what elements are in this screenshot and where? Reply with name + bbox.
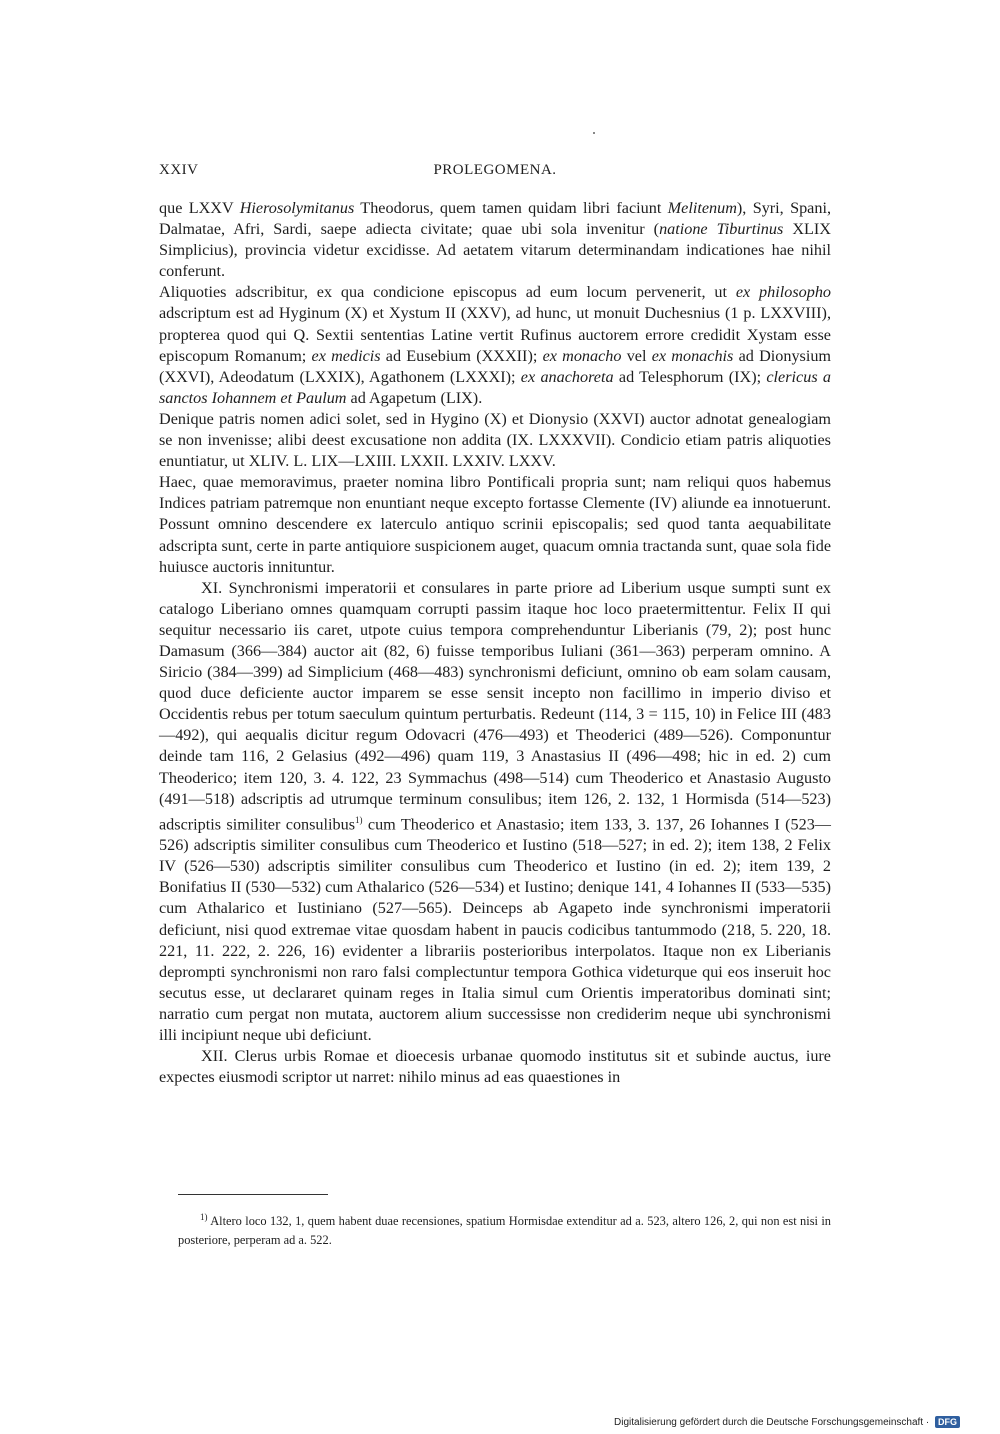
text-run: Denique patris nomen adici solet, sed in Hygino (X) et Dionysio (XXVI) auctor adnotat genealogiam se non invenisse; alibi deest excusatione non addita (IX. LXXXVII). Condicio etiam patris aliquoties enuntiatur, ut XLIV. L. LIX—LXIII. LXXII. LXXIV. LXXV. (159, 409, 831, 471)
italic-term: ex anachoreta (520, 367, 614, 386)
text-run: Haec, quae memoravimus, praeter nomina libro Pontificali propria sunt; nam reliqui quos habemus Indices patriam patremque non enuntiant neque excepto fortasse Clemente (IV) aliunde ea innotuerunt. Possunt omnino descendere ex laterculo antiquo scrinii episcopalis; sed quod tanta aequabilitate adscripta sunt, certe in parte antiquiore suspicionem auget, quacum omnia tractanda sunt, quae sola fide huiusce auctoris innituntur. (159, 473, 832, 576)
running-title: PROLEGOMENA. (433, 162, 557, 178)
paragraph (159, 282, 831, 409)
italic-term: ex philosopho (735, 283, 832, 302)
text-run: Theodorus, quem tamen quidam libri faciunt (354, 199, 668, 217)
page-number: XXIV (159, 162, 199, 178)
text-run: Aliquoties adscribitur, ex qua condicione episcopus ad eum locum pervenerit, ut (159, 283, 736, 302)
footnote (178, 1208, 831, 1250)
text-run: ), Syri, Spani, Dalmatae, Afri, Sardi, saepe adiecta civitate; quae ubi sola invenitur ( (159, 199, 831, 239)
paragraph (159, 578, 831, 1046)
paragraph (159, 409, 831, 472)
page-speck (593, 132, 595, 134)
footnote-divider (178, 1194, 328, 1195)
dfg-logo: DFG (935, 1416, 960, 1428)
text-run: ad Eusebium (XXXII); (380, 346, 543, 365)
footnote-mark: 1) (200, 1212, 208, 1222)
paragraph (159, 1046, 831, 1088)
paragraph (159, 198, 831, 282)
italic-term: natione Tiburtinus (659, 220, 784, 239)
italic-term: clericus a sanctos Iohannem et Paulum (159, 367, 831, 407)
text-run: XII. Clerus urbis Romae et dioecesis urbanae quomodo institutus sit et subinde auctus, iure expectes eiusmodi scriptor ut narret: nihilo minus ad eas quaestiones in (159, 1047, 831, 1087)
footnote-text: Altero loco 132, 1, quem habent duae recensiones, spatium Hormisdae extenditur ad a. 523, altero 126, 2, qui non est nisi in posteriore, perperam ad a. 522. (178, 1214, 831, 1248)
body-text (159, 198, 831, 1088)
text-run: ad Dionysium (XXVI), Adeodatum (LXXIX), Agathonem (LXXXI); (159, 346, 832, 386)
digitization-credit (614, 1416, 960, 1428)
italic-term: Hierosolymitanus (239, 199, 355, 217)
text-run: ad Agapetum (LIX). (346, 388, 483, 407)
text-run: XI. Synchronismi imperatorii et consulares in parte priore ad Liberium usque sumpti sunt ex catalogo Liberiano omnes quamquam corrupti passim itaque hoc loco praetermittentur. Felix II qui sequitur necessario iis caret, utpote cuius tempora comprehenduntur Liberianis (79, 2); post hunc Damasum (366—384) auctor ait (82, 6) fuisse temporibus Iuliani (361—363) perperam omnino. A Siricio (384—399) ad Simplicium (468—483) synchronismi deficiunt, omnino ob eam solam causam, quod duce deficiente auctor imparem se esse sensit incepto non facillimo in imperio diviso et Occidentis rebus per totum saeculum quintum perturbatis. Redeunt (114, 3 = 115, 10) in Felice III (483—492), qui aequalis dicitur regum Odovacri (476—493) et Theoderici (489—526). Componuntur deinde tam 116, 2 Gelasius (492—496) quam 119, 3 Anastasius II (496—498; hic in ed. 2) cum Theoderico; item 120, 3. 4. 122, 23 Symmachus (498—514) cum Theoderico et Anastasio Augusto (491—518) adscriptis ad utrumque terminum consulibus; item 126, 2. 132, 1 Hormisda (514—523) adscriptis similiter consulibus (159, 578, 831, 834)
paragraph (159, 472, 831, 577)
italic-term: ex monacho (542, 346, 622, 365)
italic-term: Melitenum (667, 199, 737, 217)
italic-term: ex medicis (311, 346, 381, 365)
text-run: ad Telesphorum (IX); (613, 367, 767, 386)
page-header (159, 162, 831, 186)
footnote-reference: 1) (355, 814, 363, 825)
text-run: vel (621, 346, 652, 365)
text-run: XLIX Simplicius), provincia videtur excidisse. Ad aetatem vitarum determinandam indicationes hae nihil conferunt. (159, 220, 831, 281)
text-run: que LXXV (159, 199, 240, 217)
credit-text: Digitalisierung gefördert durch die Deutsche Forschungsgemeinschaft · (614, 1417, 930, 1428)
italic-term: ex monachis (651, 346, 734, 365)
text-run: adscriptum est ad Hyginum (X) et Xystum II (XXV), ad hunc, ut monuit Duchesnius (1 p. LXXVIII), propterea quod qui Q. Sextii sententias Latine vertit Rufinus auctorem errore credidit Xystam esse episcopum Romanum; (159, 304, 831, 365)
text-run: cum Theoderico et Anastasio; item 133, 3. 137, 26 Iohannes I (523—526) adscriptis similiter consulibus cum Theoderico et Iustino (518—527; in ed. 2); item 138, 2 Felix IV (526—530) adscriptis similiter consulibus cum Theoderico et Iustino (in ed. 2); item 139, 2 Bonifatius II (530—532) cum Athalarico (526—534) et Iustino; denique 141, 4 Iohannes II (533—535) cum Athalarico et Iustiniano (527—565). Deinceps ab Agapeto inde synchronismi imperatorii deficiunt, nisi quod extremae vitae quosdam habent in paucis codicibus tantummodo (218, 5. 220, 18. 221, 11. 222, 2. 226, 16) evidenter a librariis posterioribus interpolatos. Itaque non ex Liberianis deprompti synchronismi non raro falsi complectuntur tempora Gothica videturque qui eos inseruit hoc secutus esse, ut declararet quinam reges in Italia simul cum Orientis imperatoribus dominati sint; narratio cum pergat non mutata, auctorem alium successisse non crediderim neque ubi synchronismi illi incipiunt neque ubi deficiunt. (159, 815, 831, 1045)
